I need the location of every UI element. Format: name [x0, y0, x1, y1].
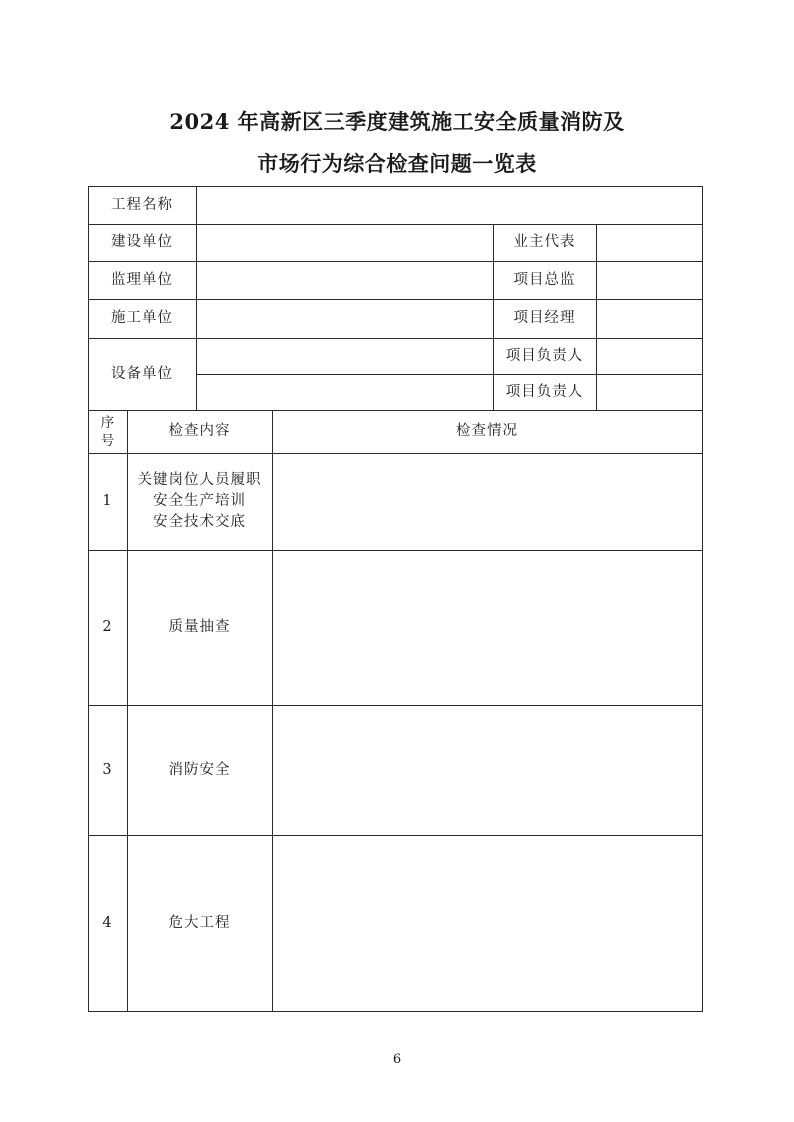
- table-rule: [88, 299, 703, 300]
- field-supervise-unit[interactable]: [196, 261, 493, 299]
- row-4-content: 危大工程: [168, 914, 231, 931]
- table-rule: [196, 374, 703, 375]
- table-border-right: [702, 186, 703, 1012]
- table-rule: [596, 224, 597, 410]
- table-rule: [88, 705, 703, 706]
- field-owner-rep[interactable]: [596, 224, 702, 261]
- table-border-bottom: [88, 1011, 703, 1012]
- document-title-line2: 市场行为综合检查问题一览表: [257, 151, 537, 176]
- header-status: 检查情况: [456, 423, 518, 439]
- field-responsible-1[interactable]: [596, 338, 702, 374]
- row-1-content-line-3: 安全技术交底: [153, 514, 246, 530]
- table-rule: [88, 453, 703, 454]
- row-1-content-line-2: 安全生产培训: [153, 493, 246, 509]
- label-build-unit: 建设单位: [111, 234, 173, 250]
- label-project-manager: 项目经理: [513, 310, 576, 326]
- row-1-status-field[interactable]: [272, 453, 702, 550]
- page-number: 6: [392, 1052, 402, 1067]
- label-owner-rep: 业主代表: [513, 234, 576, 250]
- table-rule: [196, 186, 197, 410]
- row-3-index: 3: [102, 761, 113, 778]
- label-chief-supervisor: 项目总监: [513, 271, 576, 288]
- row-1-content: [127, 453, 272, 550]
- field-equipment-unit-1[interactable]: [196, 338, 493, 374]
- label-construct-unit: 施工单位: [111, 310, 173, 326]
- document-title-line1: 2024 年高新区三季度建筑施工安全质量消防及: [169, 109, 625, 134]
- header-content: 检查内容: [168, 423, 231, 439]
- label-responsible-1: 项目负责人: [505, 347, 584, 364]
- row-4-index: 4: [102, 914, 113, 931]
- row-1-index: 1: [102, 493, 113, 509]
- table-rule: [88, 835, 703, 836]
- field-responsible-2[interactable]: [596, 374, 702, 410]
- label-supervise-unit: 监理单位: [111, 271, 173, 288]
- field-project-name[interactable]: [196, 186, 702, 224]
- table-rule: [272, 410, 273, 1012]
- field-project-manager[interactable]: [596, 299, 702, 338]
- table-rule: [493, 224, 494, 410]
- row-1-content-line-1: 关键岗位人员履职: [137, 472, 262, 488]
- table-rule: [88, 550, 703, 551]
- header-index: 序号: [100, 414, 115, 449]
- table-rule: [88, 224, 703, 225]
- table-rule: [127, 410, 128, 1012]
- row-4-status-field[interactable]: [272, 835, 702, 1011]
- row-2-status-field[interactable]: [272, 550, 702, 705]
- label-project-name: 工程名称: [111, 196, 173, 213]
- field-chief-supervisor[interactable]: [596, 261, 702, 299]
- row-2-index: 2: [102, 619, 113, 635]
- row-2-content: 质量抽查: [168, 619, 231, 635]
- row-3-content: 消防安全: [168, 761, 231, 778]
- table-border-top: [88, 186, 703, 187]
- label-equipment-unit: 设备单位: [111, 365, 173, 382]
- table-border-left: [88, 186, 89, 1012]
- field-build-unit[interactable]: [196, 224, 493, 261]
- table-rule: [88, 338, 703, 339]
- label-responsible-2: 项目负责人: [505, 383, 584, 400]
- table-rule: [88, 410, 703, 411]
- field-construct-unit[interactable]: [196, 299, 493, 338]
- table-rule: [88, 261, 703, 262]
- field-equipment-unit-2[interactable]: [196, 374, 493, 410]
- row-3-status-field[interactable]: [272, 705, 702, 835]
